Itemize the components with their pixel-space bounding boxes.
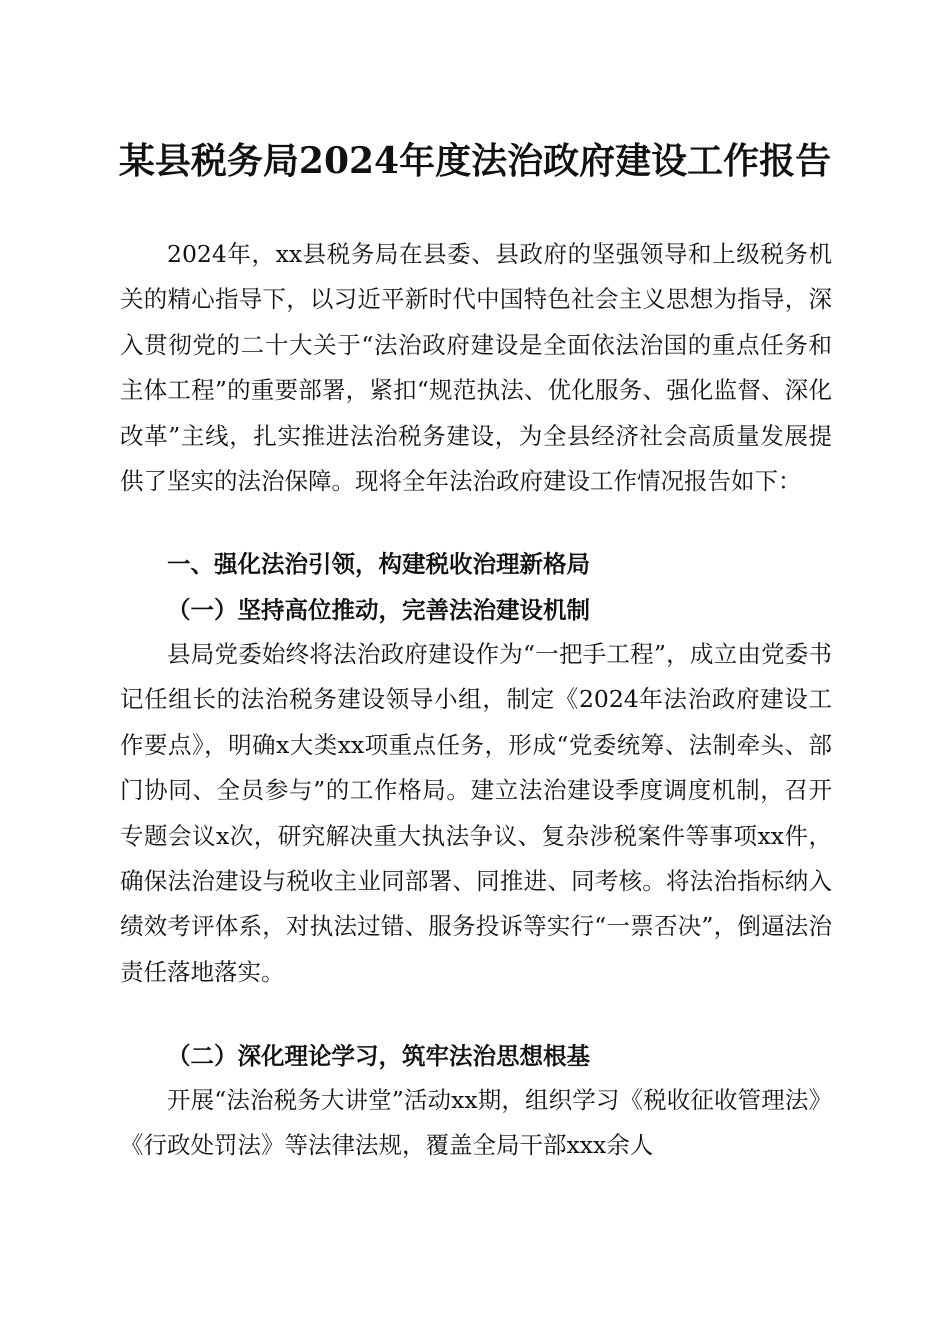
subsection-2-paragraph: 开展“法治税务大讲堂”活动xx期，组织学习《税收征收管理法》《行政处罚法》等法律法规，覆盖全局干部xxx余人 — [120, 1086, 832, 1160]
subsection-1-paragraph: 县局党委始终将法治政府建设作为“一把手工程”，成立由党委书记任组长的法治税务建设领导小组，制定《2024年法治政府建设工作要点》，明确x大类xx项重点任务，形成“党委统筹、法制牵头、部门协同、全员参与”的工作格局。建立法治建设季度调度机制，召开专题会议x次，研究解决重大执法争议、复杂涉税案件等事项xx件，确保法治建设与税收主业同部署、同推进、同考核。将法治指标纳入绩效考评体系，对执法过错、服务投诉等实行“一票否决”，倒逼法治责任落地落实。 — [120, 640, 832, 986]
intro-paragraph: 2024年，xx县税务局在县委、县政府的坚强领导和上级税务机关的精心指导下，以习近平新时代中国特色社会主义思想为指导，深入贯彻党的二十大关于“法治政府建设是全面依法治国的重点任务和主体工程”的重要部署，紧扣“规范执法、优化服务、强化监督、深化改革”主线，扎实推进法治税务建设，为全县经济社会高质量发展提供了坚实的法治保障。现将全年法治政府建设工作情况报告如下： — [120, 240, 832, 496]
subsection-heading-2: （二）深化理论学习，筑牢法治思想根基 — [167, 1042, 590, 1070]
subsection-heading-1: （一）坚持高位推动，完善法治建设机制 — [167, 596, 590, 624]
document-title: 某县税务局2024年度法治政府建设工作报告 — [118, 140, 832, 182]
section-heading-1: 一、强化法治引领，构建税收治理新格局 — [167, 550, 590, 578]
